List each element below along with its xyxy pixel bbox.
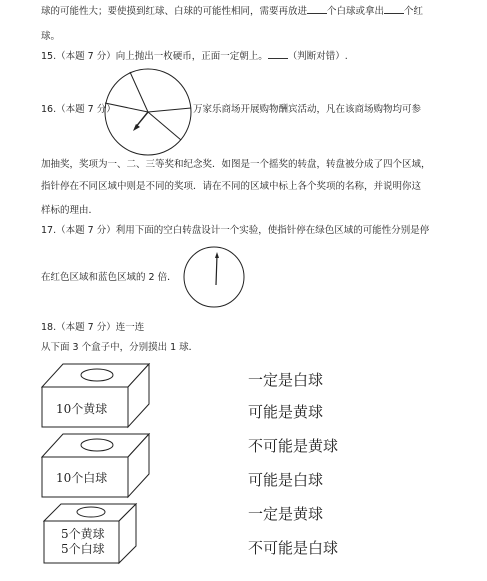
q15-line [41,49,348,63]
blank-spinner-pointer-head [215,252,219,258]
box-10-white [41,433,153,499]
q15-blank[interactable] [268,49,288,59]
q14-continued-line [41,4,423,18]
q17-line-1: 17.（本题 7 分）利用下面的空白转盘设计一个实验，使指针停在绿色区域的可能性分别是停 [41,225,430,236]
q16-line-2: 加抽奖，奖项为一、二、三等奖和纪念奖．如图是一个摇奖的转盘，转盘被分成了四个区域， [41,159,431,170]
q16-line-3: 指针停在不同区域中则是不同的奖项．请在不同的区域中标上各个奖项的名称，并说明你这 [41,181,422,192]
prize-spinner [102,66,194,158]
q14-text-c: 个红 [404,6,424,17]
q14-blank-2[interactable] [384,4,404,14]
q14-text-a: 球的可能性大；要使摸到红球、白球的可能性相同，需要再放进 [41,6,308,17]
box-2-hole [81,439,113,451]
choice-must-yellow[interactable]: 一定是黄球 [248,505,324,523]
spinner-divider-1 [130,72,148,112]
q16-text-right: 万家乐商场开展购物酬宾活动，凡在该商场购物均可参 [193,104,422,115]
choice-cannot-white[interactable]: 不可能是白球 [248,539,339,557]
box-1-hole [81,369,113,381]
choice-must-white[interactable]: 一定是白球 [248,371,324,389]
box-2-label: 10个白球 [56,471,108,485]
q14-blank-1[interactable] [307,4,327,14]
box-3-label-yellow: 5个黄球 [61,527,105,541]
q14-end-line: 球。 [41,31,61,42]
q16-label: 16.（本题 7 分） [41,104,116,115]
q18-instruction: 从下面 3 个盒子中，分别摸出 1 球． [41,342,199,353]
q16-line-4: 样标的理由． [41,205,99,216]
spinner-pointer-head [133,124,140,131]
spinner-divider-4 [148,112,181,140]
box-10-yellow [41,363,153,429]
box-1-label: 10个黄球 [56,402,108,416]
q15-judge: （判断对错）. [287,51,348,62]
q15-text: 15.（本题 7 分）向上抛出一枚硬币，正面一定朝上。 [41,51,268,62]
box-3-label-white: 5个白球 [61,542,105,556]
spinner-divider-3 [148,108,191,112]
q18-title: 18.（本题 7 分）连一连 [41,322,145,333]
spinner-divider-2 [105,103,148,112]
blank-spinner [182,245,246,309]
blank-spinner-circle [184,247,244,307]
choice-maybe-white[interactable]: 可能是白球 [248,471,324,489]
q17-line-2: 在红色区域和蓝色区域的 2 倍． [41,272,177,283]
choice-maybe-yellow[interactable]: 可能是黄球 [248,403,324,421]
q14-text-b: 个白球或拿出 [327,6,385,17]
choice-cannot-yellow[interactable]: 不可能是黄球 [248,437,339,455]
box-3-hole [77,507,105,517]
blank-spinner-pointer [216,255,217,285]
